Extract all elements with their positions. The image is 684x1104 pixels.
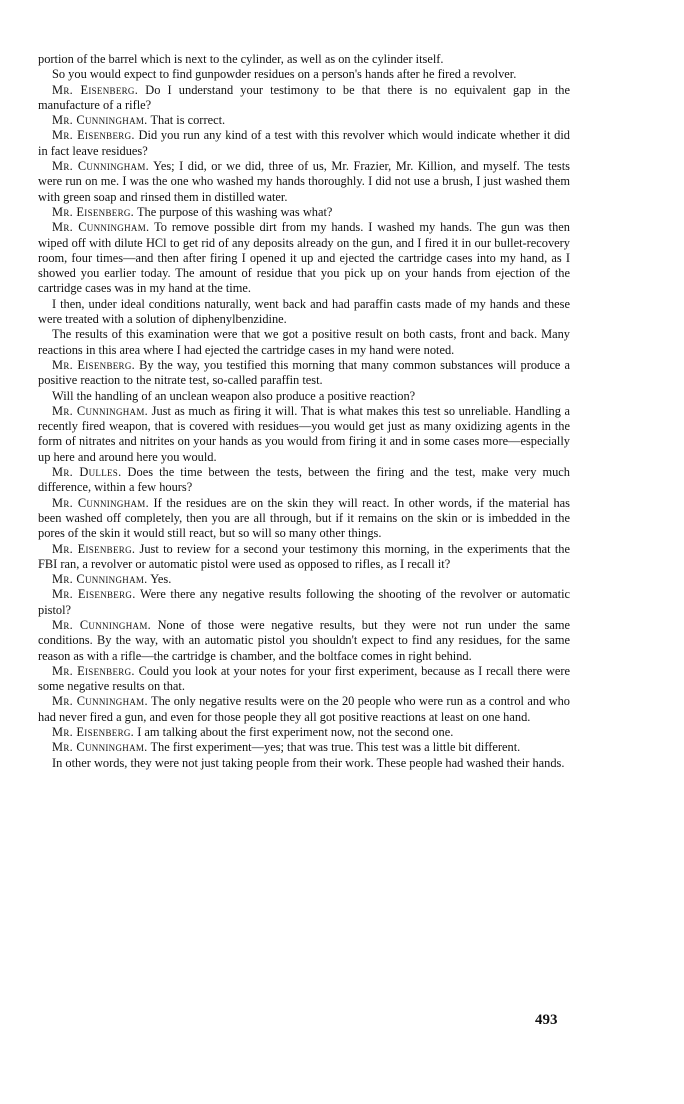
paragraph <box>38 756 570 771</box>
paragraph-text: Do I understand your testimony to be that there is no equivalent gap in the manufacture of a rifle? <box>38 82 570 112</box>
speaker: Mr. Eisenberg. <box>52 725 135 740</box>
paragraph <box>38 404 570 465</box>
speaker: Mr. Cunningham. <box>52 159 150 174</box>
speaker: Mr. Eisenberg. <box>52 541 136 556</box>
paragraph <box>38 740 570 755</box>
paragraph <box>38 496 570 542</box>
speaker: Mr. Cunningham. <box>52 694 148 709</box>
paragraph-text: Did you run any kind of a test with this revolver which would indicate whether it did in fact leave residues? <box>38 128 570 158</box>
paragraph-text: The first experiment—yes; that was true. This test was a little bit different. <box>147 740 521 755</box>
paragraph-text: Just as much as firing it will. That is what makes this test so unreliable. Handling a recently fired weapon, that is covered with residues—you would get just as many oxidizing agents in the form of nitrates and nitrites on your hands as you would from firing it and in some cases more—especially up here and around here you would. <box>38 403 570 464</box>
paragraph <box>38 725 570 740</box>
speaker: Mr. Cunningham. <box>52 403 149 418</box>
paragraph <box>38 587 570 618</box>
paragraph <box>38 128 570 159</box>
paragraph <box>38 113 570 128</box>
speaker: Mr. Eisenberg. <box>52 128 135 143</box>
speaker: Mr. Eisenberg. <box>52 663 135 678</box>
paragraph-text: The results of this examination were that we got a positive result on both casts, front and back. Many reactions in this area where I had ejected the cartridge cases in my hand were noted. <box>38 327 570 357</box>
speaker: Mr. Cunningham. <box>52 113 148 128</box>
paragraph <box>38 465 570 496</box>
speaker: Mr. Eisenberg. <box>52 357 136 372</box>
paragraph-text: portion of the barrel which is next to the cylinder, as well as on the cylinder itself. <box>38 52 444 66</box>
paragraph-text: Just to review for a second your testimony this morning, in the experiments that the FBI ran, a revolver or automatic pistol were used as opposed to rifles, as I recall it? <box>38 541 570 571</box>
paragraph-text: The only negative results were on the 20 people who were run as a control and who had never fired a gun, and even for those people they all got positive reactions at least on one hand. <box>38 694 570 724</box>
speaker: Mr. Cunningham. <box>52 617 152 632</box>
paragraph-text: Will the handling of an unclean weapon also produce a positive reaction? <box>52 388 416 403</box>
paragraph-text: I then, under ideal conditions naturally, went back and had paraffin casts made of my hands and these were treated with a solution of diphenylbenzidine. <box>38 296 570 327</box>
paragraph <box>38 358 570 389</box>
transcript-body <box>38 52 570 771</box>
paragraph <box>38 220 570 296</box>
paragraph-text: Does the time between the tests, between the firing and the test, make very much difference, within a few hours? <box>38 465 570 495</box>
paragraph <box>38 83 570 114</box>
paragraph-text: By the way, you testified this morning that many common substances will produce a positive reaction to the nitrate test, so-called paraffin test. <box>38 357 570 388</box>
paragraph <box>38 542 570 573</box>
page-number: 493 <box>535 1012 558 1028</box>
paragraph-text: Yes; I did, or we did, three of us, Mr. Frazier, Mr. Killion, and myself. The tests were run on me. I was the one who washed my hands thoroughly. I did not use a brush, I just washed them with green soap and rinsed them in distilled water. <box>38 159 570 204</box>
paragraph-text: If the residues are on the skin they will react. In other words, if the material has been washed off completely, then you are all through, but if it remains on the skin or is imbedded in the pores of the skin it would still react, but so will so many other things. <box>38 495 571 541</box>
speaker: Mr. Cunningham. <box>52 572 148 587</box>
paragraph-text: That is correct. <box>147 113 226 128</box>
paragraph <box>38 572 570 587</box>
speaker: Mr. Cunningham. <box>52 220 150 235</box>
paragraph-text: Yes. <box>147 572 172 587</box>
speaker: Mr. Eisenberg. <box>52 587 136 602</box>
paragraph <box>38 67 570 82</box>
paragraph <box>38 159 570 205</box>
paragraph <box>38 205 570 220</box>
paragraph <box>38 664 570 695</box>
paragraph-text: To remove possible dirt from my hands. I washed my hands. The gun was then wiped off with dilute HCl to get rid of any deposits already on the gun, and I fired it in our bullet-recovery room, four times—and then after firing I opened it up and ejected the cartridge cases into my hand, as I showed you earlier today. The amount of residue that you pick up on your hands from ejection of the cartridge cases was in my hand at the time. <box>38 220 570 296</box>
paragraph <box>38 389 570 404</box>
speaker: Mr. Eisenberg. <box>52 204 135 219</box>
paragraph-text: None of those were negative results, but they were not run under the same conditions. By the way, with an automatic pistol you shouldn't expect to find any residues, for the same reason as with a rifle—the cartridge is chamber, and the boltface comes in right behind. <box>38 617 570 663</box>
paragraph-text: Could you look at your notes for your first experiment, because as I recall there were some negative results on that. <box>38 663 571 694</box>
paragraph <box>38 297 570 328</box>
paragraph-text: In other words, they were not just taking people from their work. These people had washed their hands. <box>52 755 565 770</box>
speaker: Mr. Cunningham. <box>52 740 148 755</box>
paragraph <box>38 327 570 358</box>
speaker: Mr. Dulles. <box>52 465 122 480</box>
paragraph-text: So you would expect to find gunpowder residues on a person's hands after he fired a revolver. <box>52 67 517 82</box>
paragraph <box>38 52 570 67</box>
paragraph-text: The purpose of this washing was what? <box>134 204 333 219</box>
paragraph-text: Were there any negative results following the shooting of the revolver or automatic pistol? <box>38 587 571 617</box>
speaker: Mr. Cunningham. <box>52 495 150 510</box>
paragraph <box>38 618 570 664</box>
speaker: Mr. Eisenberg. <box>52 82 139 97</box>
paragraph <box>38 694 570 725</box>
paragraph-text: I am talking about the first experiment now, not the second one. <box>134 725 454 740</box>
